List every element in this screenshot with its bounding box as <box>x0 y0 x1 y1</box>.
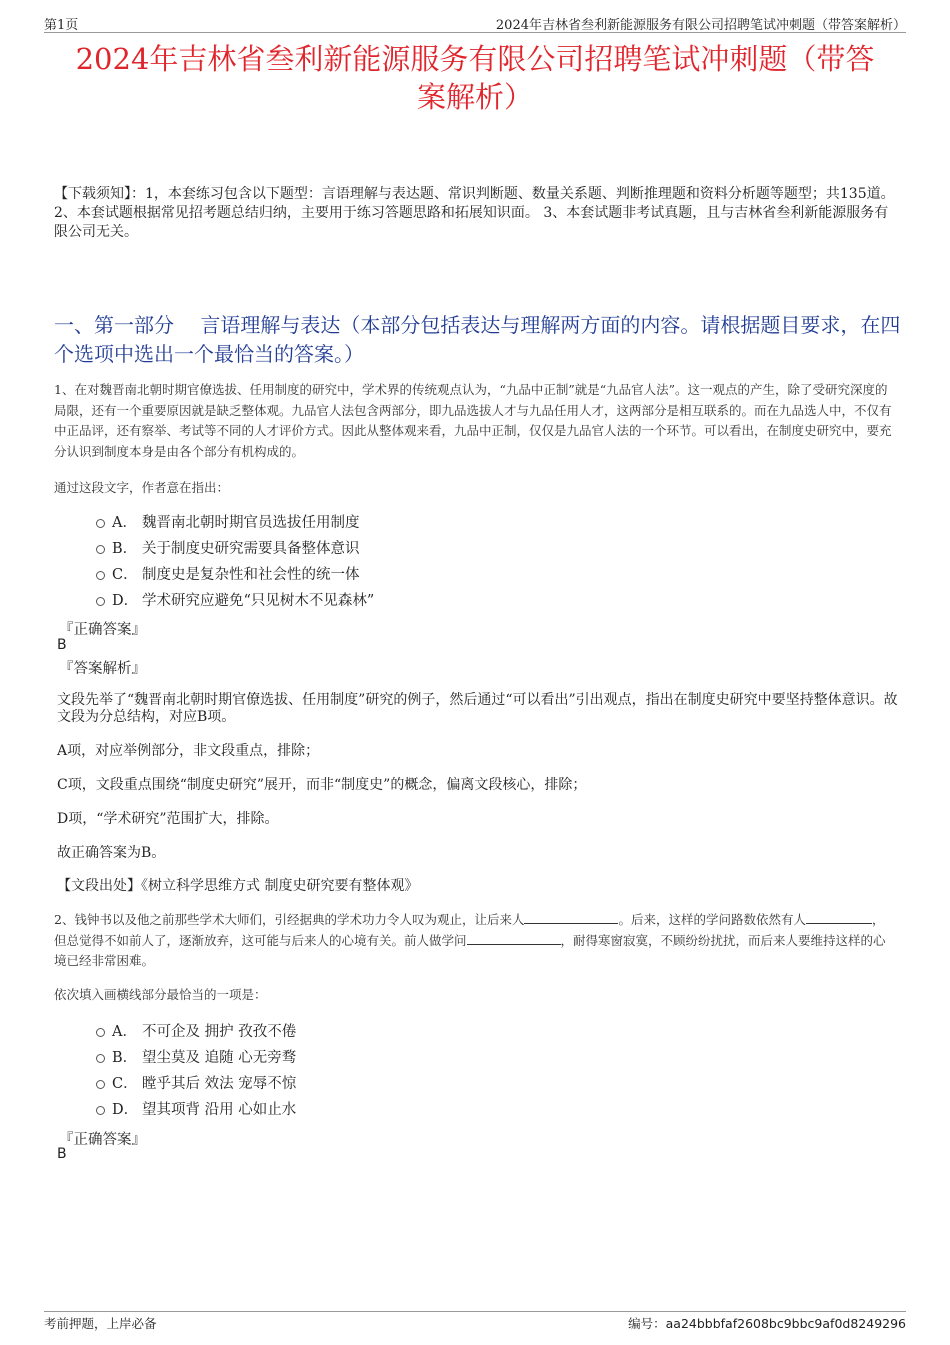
q1-analysis-conclusion: 故正确答案为B。 <box>57 845 166 861</box>
q1-analysis-c: C项，文段重点围绕“制度史研究”展开，而非“制度史”的概念，偏离文段核心，排除； <box>57 777 587 793</box>
q1-analysis-label: 『答案解析』 <box>59 661 146 677</box>
q2-option-b[interactable] <box>96 1043 296 1069</box>
q1-answer-label: 『正确答案』 <box>59 622 146 638</box>
option-text: 制度史是复杂性和社会性的统一体 <box>142 566 360 583</box>
q1-option-b[interactable] <box>96 534 374 560</box>
q2-blank-1 <box>524 911 618 924</box>
footer-divider <box>44 1311 906 1312</box>
option-text: 望其项背 沿用 心如止水 <box>142 1101 297 1118</box>
q2-text <box>54 910 894 972</box>
q1-analysis-d: D项，“学术研究”范围扩大，排除。 <box>57 811 279 827</box>
option-text: 关于制度史研究需要具备整体意识 <box>142 540 360 557</box>
q1-analysis-a: A项，对应举例部分，非文段重点，排除； <box>57 743 320 759</box>
option-text: 不可企及 拥护 孜孜不倦 <box>142 1023 297 1040</box>
radio-icon[interactable] <box>96 571 105 580</box>
page-number: 第1页 <box>44 18 79 33</box>
download-notice: 【下载须知】：1，本套练习包含以下题型：言语理解与表达题、常识判断题、数量关系题、判断推理题和资料分析题等题型；共135道。 2、本套试题根据常见招考题总结归纳，主要用于练习答题思路和拓展知识面。 3、本套试题非考试真题，且与吉林省叁利新能源服务有限公司无关。 <box>54 186 895 240</box>
option-letter: A． <box>112 1023 137 1040</box>
q2-option-c[interactable] <box>96 1069 296 1095</box>
radio-icon[interactable] <box>96 1028 105 1037</box>
radio-icon[interactable] <box>96 1080 105 1089</box>
option-text: 魏晋南北朝时期官员选拔任用制度 <box>142 514 360 531</box>
option-letter: C． <box>112 566 138 583</box>
footer-code <box>628 1314 906 1332</box>
footer-code-value: aa24bbbfaf2608bc9bbc9af0d8249296 <box>665 1316 906 1331</box>
q1-answer: B <box>57 637 67 653</box>
q1-options <box>96 508 374 612</box>
radio-icon[interactable] <box>96 1106 105 1115</box>
footer-slogan: 考前押题，上岸必备 <box>44 1316 157 1331</box>
q2-option-a[interactable] <box>96 1017 296 1043</box>
footer-code-label: 编号： <box>628 1316 666 1331</box>
radio-icon[interactable] <box>96 519 105 528</box>
option-text: 瞠乎其后 效法 宠辱不惊 <box>142 1075 297 1092</box>
q2-options <box>96 1017 296 1121</box>
option-letter: A． <box>112 514 137 531</box>
q2-option-d[interactable] <box>96 1095 296 1121</box>
q2-text-part1: 2、钱钟书以及他之前那些学术大师们，引经据典的学术功力令人叹为观止，让后来人 <box>54 912 525 927</box>
q2-prompt: 依次填入画横线部分最恰当的一项是： <box>54 987 267 1002</box>
q2-blank-3 <box>467 932 561 945</box>
radio-icon[interactable] <box>96 1054 105 1063</box>
q2-text-part2: 。后来，这样的学问路数依然有人 <box>618 912 806 927</box>
document-title <box>44 40 906 116</box>
option-letter: D． <box>112 1101 139 1118</box>
q2-text-part4: ，耐得寒窗寂寞，不顾纷纷扰扰，而后来人要维持这样的心境已经非常困难。 <box>54 932 886 968</box>
q1-text: 1、在对魏晋南北朝时期官僚选拔、任用制度的研究中，学术界的传统观点认为，“九品中正制”就是“九品官人法”。这一观点的产生，除了受研究深度的局限，还有一个重要原因就是缺乏整体观。九品官人法包含两部分，即九品选拔人才与九品任用人才，这两部分是相互联系的。而在九品选人中，不仅有中正品评，还有察举、考试等不同的人才评价方式。因此从整体观来看，九品中正制，仅仅是九品官人法的一个环节。可以看出，在制度史研究中，要充分认识到制度本身是由各个部分有机构成的。 <box>54 382 892 459</box>
option-text: 望尘莫及 追随 心无旁骛 <box>142 1049 297 1066</box>
option-letter: B． <box>112 1049 138 1066</box>
option-letter: C． <box>112 1075 138 1092</box>
option-letter: D． <box>112 592 139 609</box>
document-title-line2: 案解析） <box>416 80 533 114</box>
q1-option-d[interactable] <box>96 586 374 612</box>
q1-analysis-summary: 文段先举了“魏晋南北朝时期官僚选拔、任用制度”研究的例子，然后通过“可以看出”引出观点，指出在制度史研究中要坚持整体意识。故文段为分总结构，对应B项。 <box>57 692 898 725</box>
q1-source: 【文段出处】《树立科学思维方式 制度史研究要有整体观》 <box>57 878 419 894</box>
header-divider <box>44 32 906 33</box>
q2-answer: B <box>57 1146 67 1162</box>
q1-prompt: 通过这段文字，作者意在指出： <box>54 480 230 495</box>
document-title-line1: 2024年吉林省叁利新能源服务有限公司招聘笔试冲刺题（带答 <box>75 42 875 76</box>
q2-answer-label: 『正确答案』 <box>59 1132 146 1148</box>
q1-option-c[interactable] <box>96 560 374 586</box>
radio-icon[interactable] <box>96 545 105 554</box>
option-text: 学术研究应避免“只见树木不见森林” <box>142 592 375 609</box>
q2-text-part3: ，但总觉得不如前人了，逐渐放弃，这可能与后来人的心境有关。前人做学问 <box>54 912 885 948</box>
q1-option-a[interactable] <box>96 508 374 534</box>
section-heading: 一、第一部分 言语理解与表达（本部分包括表达与理解两方面的内容。请根据题目要求，在四个选项中选出一个最恰当的答案。） <box>54 313 901 366</box>
radio-icon[interactable] <box>96 597 105 606</box>
option-letter: B． <box>112 540 138 557</box>
header-doc-title: 2024年吉林省叁利新能源服务有限公司招聘笔试冲刺题（带答案解析） <box>495 18 906 33</box>
q2-blank-2 <box>806 911 872 924</box>
